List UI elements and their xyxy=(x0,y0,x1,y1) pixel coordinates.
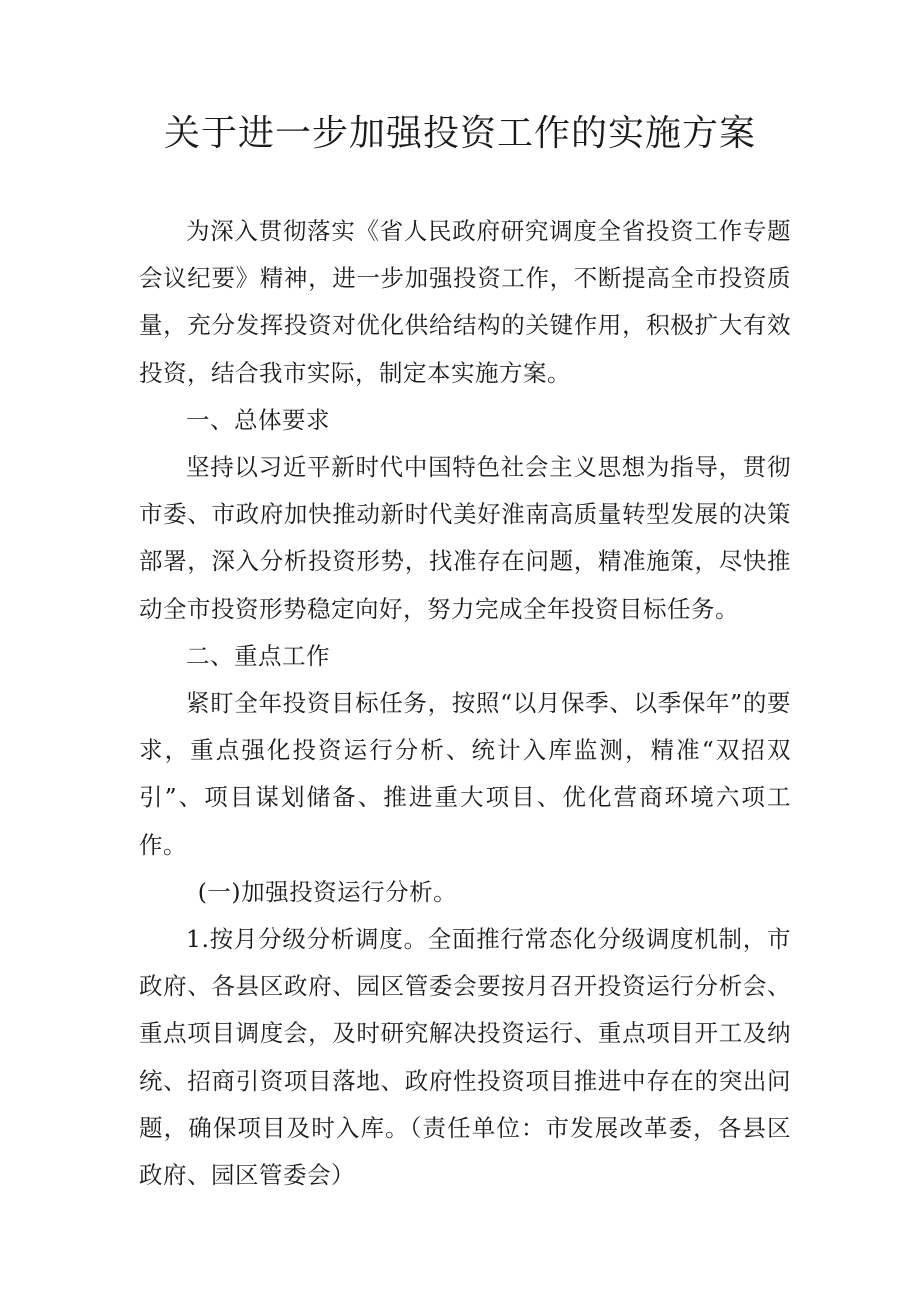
section-paragraph-key-work: 紧盯全年投资目标任务，按照“以月保季、以季保年”的要求，重点强化投资运行分析、统计入库监测，精准“双招双引”、项目谋划储备、推进重大项目、优化营商环境六项工作。 xyxy=(139,689,791,859)
document-body xyxy=(139,208,791,1199)
document-title: 关于进一步加强投资工作的实施方案 xyxy=(163,113,756,154)
section-paragraph-general-requirements: 坚持以习近平新时代中国特色社会主义思想为指导，贯彻市委、市政府加快推动新时代美好淮南高质量转型发展的决策部署，深入分析投资形势，找准存在问题，精准施策，尽快推动全市投资形势稳定向好，努力完成全年投资目标任务。 xyxy=(139,453,791,623)
section-heading-general-requirements: 一、总体要求 xyxy=(186,405,330,434)
section-heading-key-work: 二、重点工作 xyxy=(186,641,330,670)
intro-paragraph: 为深入贯彻落实《省人民政府研究调度全省投资工作专题会议纪要》精神，进一步加强投资工作，不断提高全市投资质量，充分发挥投资对优化供给结构的关键作用，积极扩大有效投资，结合我市实际，制定本实施方案。 xyxy=(139,217,791,387)
item-paragraph-monthly-analysis: 1.按月分级分析调度。全面推行常态化分级调度机制，市政府、各县区政府、园区管委会要按月召开投资运行分析会、重点项目调度会，及时研究解决投资运行、重点项目开工及纳统、招商引资项目落地、政府性投资项目推进中存在的突出问题，确保项目及时入库。（责任单位：市发展改革委，各县区政府、园区管委会） xyxy=(139,925,791,1190)
subsection-heading-investment-analysis: (一)加强投资运行分析。 xyxy=(197,877,458,906)
